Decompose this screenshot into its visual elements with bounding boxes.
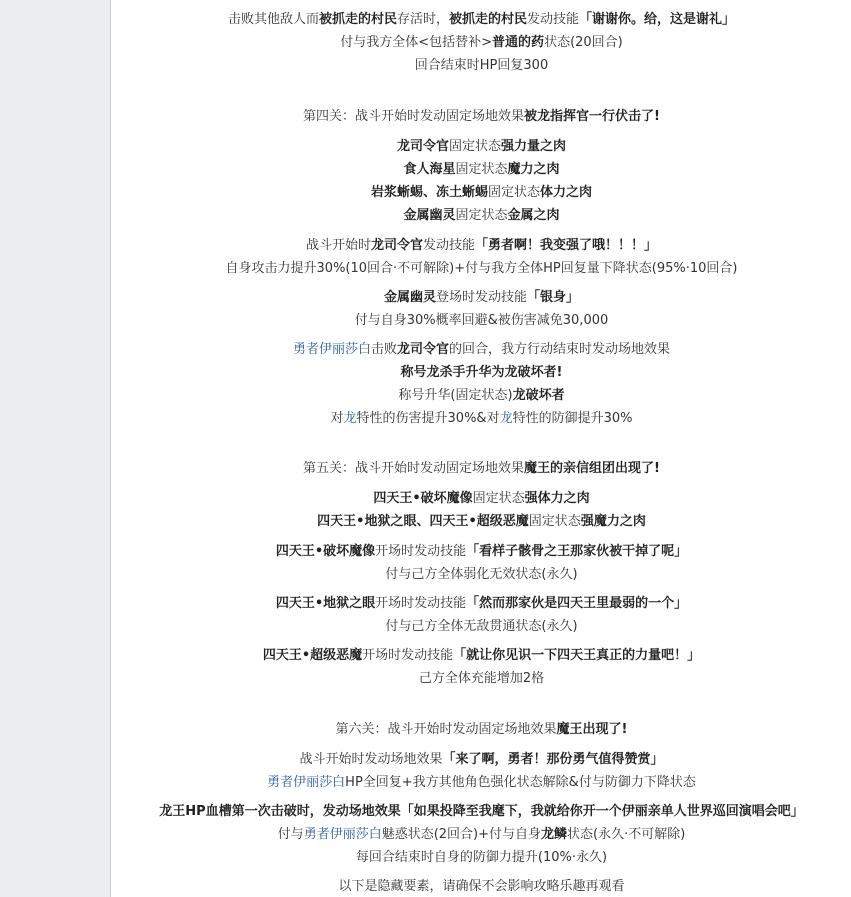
stage5-skill-2: 四天王•地狱之眼开场时发动技能「然而那家伙是四天王里最弱的一个」 [275,596,688,611]
link-hero-elizabeth-3[interactable]: 勇者伊丽莎白 [303,827,382,842]
stage4-enemy-2: 食人海星固定状态魔力之肉 [403,162,560,177]
hidden-content-notice: 以下是隐藏要素，请确保不会影响攻略乐趣再观看 [338,879,625,894]
stage4-skill-3-status: 称号升华(固定状态)龙破坏者 [398,388,565,403]
stage5-enemy-1: 四天王•破坏魔像固定状态强体力之肉 [373,491,590,506]
link-dragon-trait-1[interactable]: 龙 [343,411,357,426]
s1-line2: 付与我方全体<包括替补>普通的药状态(20回合) [340,35,623,50]
stage6-skill-1-desc: 勇者伊丽莎白HP全回复+我方其他角色强化状态解除&付与防御力下降状态 [267,775,696,790]
stage4-skill-3: 勇者伊丽莎白击败龙司令官的回合，我方行动结束时发动场地效果 [292,342,671,357]
stage4-skill-2: 金属幽灵登场时发动技能「银身」 [383,290,580,305]
stage5-skill-3: 四天王•超级恶魔开场时发动技能「就让你见识一下四天王真正的力量吧！」 [262,648,701,663]
stage4-header: 第四关：战斗开始时发动固定场地效果被龙指挥官一行伏击了! [303,109,660,124]
stage4-skill-1: 战斗开始时龙司令官发动技能「勇者啊！我变强了哦！！！」 [305,238,658,253]
s1-line3: 回合结束时HP回复300 [414,58,549,73]
stage4-enemy-4: 金属幽灵固定状态金属之肉 [403,208,560,223]
stage5-skill-1: 四天王•破坏魔像开场时发动技能「看样子骸骨之王那家伙被干掉了呢」 [275,544,688,559]
stage5-enemy-2: 四天王•地狱之眼、四天王•超级恶魔固定状态强魔力之肉 [317,514,646,529]
stage4-skill-3-title: 称号龙杀手升华为龙破坏者! [400,365,563,380]
stage4-skill-1-desc: 自身攻击力提升30%(10回合·不可解除)+付与我方全体HP回复量下降状态(95%·10回合) [225,261,738,276]
stage4-enemy-3: 岩浆蜥蜴、冻土蜥蜴固定状态体力之肉 [370,185,593,200]
left-sidebar [0,0,110,897]
stage6-skill-1: 战斗开始时发动场地效果「来了啊，勇者！那份勇气值得赞赏」 [299,752,664,767]
link-hero-elizabeth[interactable]: 勇者伊丽莎白 [292,342,371,357]
stage4-enemy-1: 龙司令官固定状态强力量之肉 [396,139,567,154]
stage4-skill-3-effect: 对龙特性的伤害提升30%&对龙特性的防御提升30% [330,411,633,426]
stage6-skill-2-extra: 每回合结束时自身的防御力提升(10%·永久) [355,850,608,865]
stage4-skill-2-desc: 付与自身30%概率回避&被伤害减免30,000 [354,313,609,328]
link-hero-elizabeth-2[interactable]: 勇者伊丽莎白 [267,775,346,790]
stage5-skill-2-desc: 付与己方全体无敌贯通状态(永久) [385,619,578,634]
link-dragon-trait-2[interactable]: 龙 [499,411,513,426]
stage5-skill-1-desc: 付与己方全体弱化无效状态(永久) [385,567,578,582]
stage5-skill-3-desc: 己方全体充能增加2格 [418,671,545,686]
stage5-header: 第五关：战斗开始时发动固定场地效果魔王的亲信组团出现了! [303,461,660,476]
stage6-header: 第六关：战斗开始时发动固定场地效果魔王出现了! [335,722,628,737]
s1-line1: 击败其他敌人而被抓走的村民存活时，被抓走的村民发动技能「谢谢你。给，这是谢礼」 [227,12,736,27]
stage6-skill-2-desc: 付与勇者伊丽莎白魅惑状态(2回合)+付与自身龙鳞状态(永久·不可解除) [277,827,686,842]
article-content [110,0,851,897]
stage6-skill-2: 龙王HP血槽第一次击破时，发动场地效果「如果投降至我麾下，我就给你开一个伊丽亲单人世界巡回演唱会吧」 [159,804,804,819]
